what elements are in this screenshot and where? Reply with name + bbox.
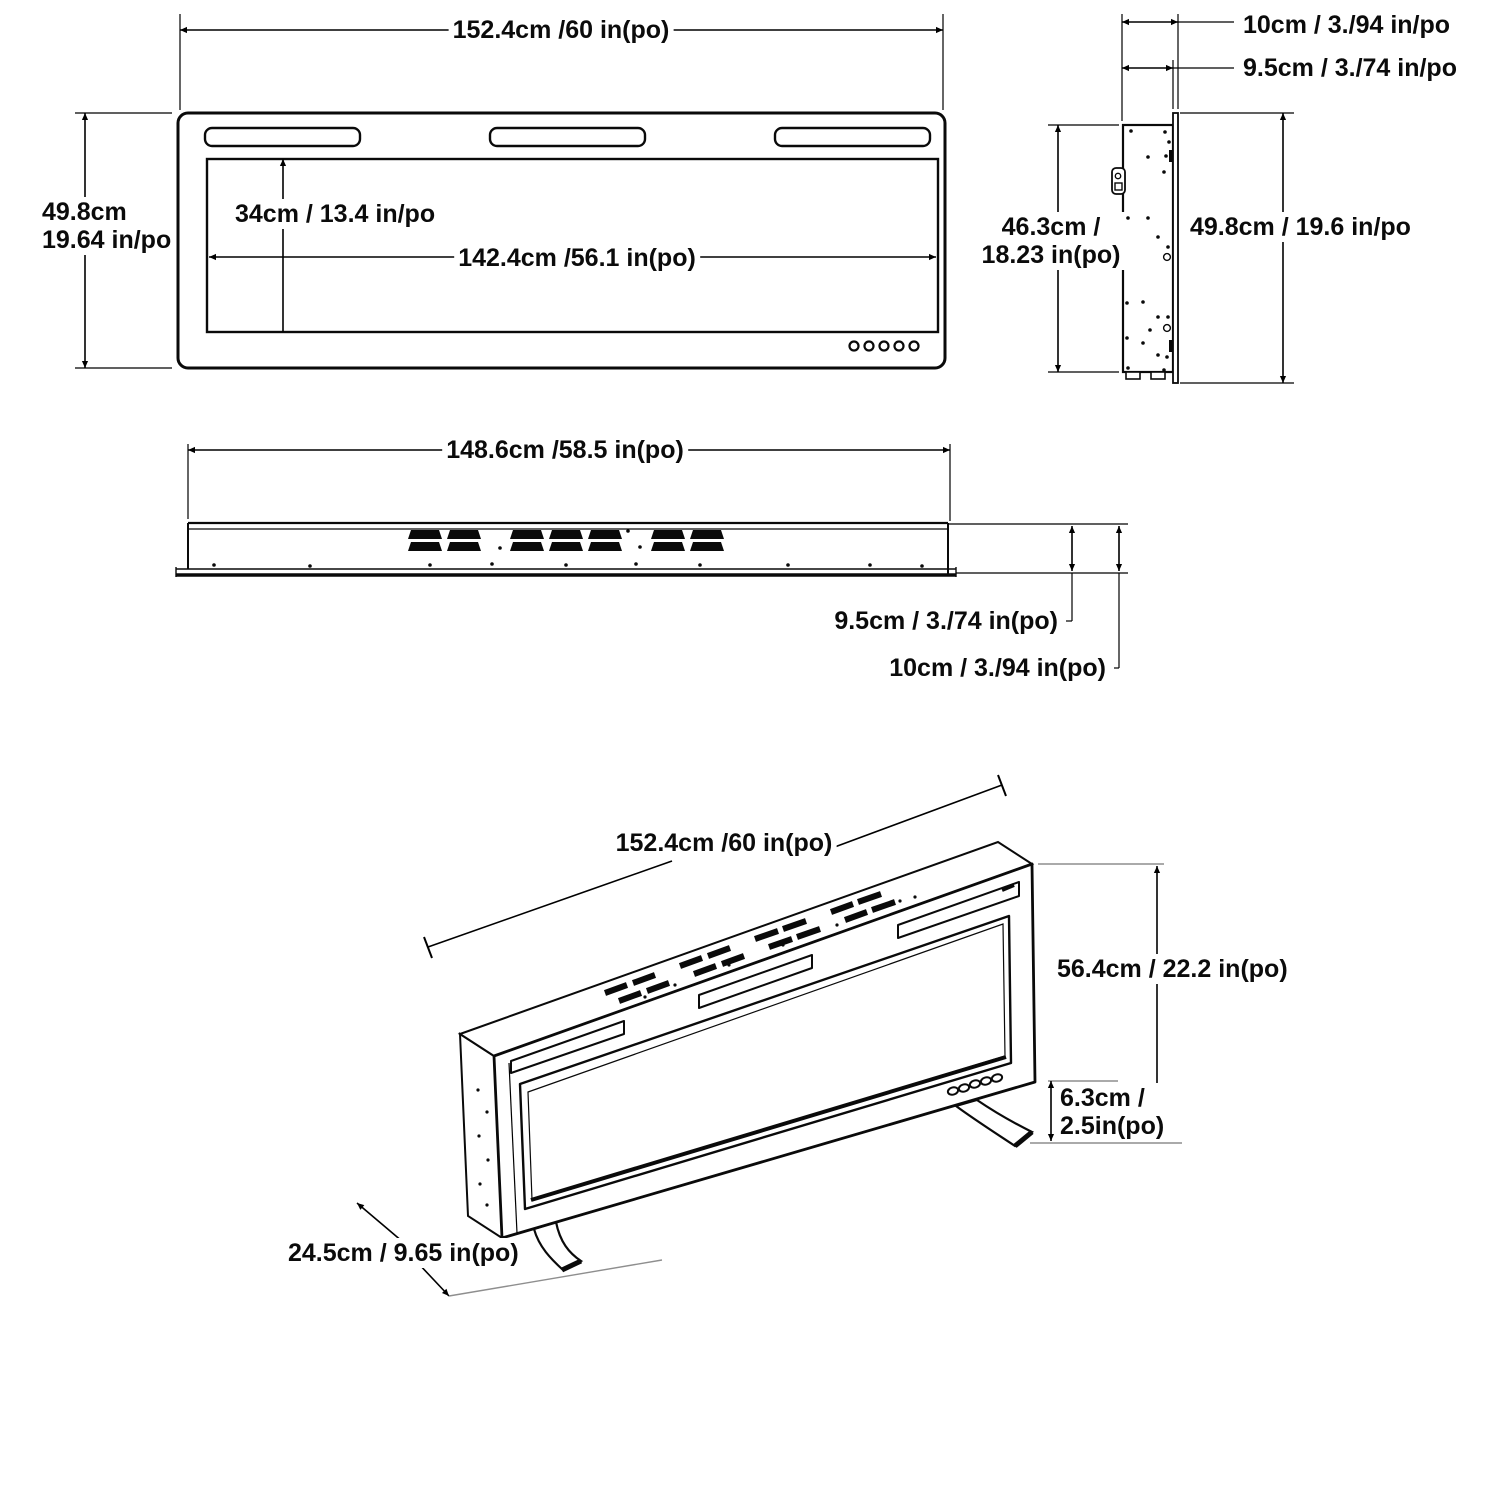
front-height-in: 19.64 in/po: [42, 226, 172, 254]
side-foot: [1151, 372, 1165, 379]
opening-height-dimension-label: 34cm / 13.4 in/po: [231, 199, 439, 229]
top-depth-total-label: 10cm / 3./94 in(po): [885, 653, 1110, 683]
perspective-leg-height-label: [1056, 1083, 1168, 1141]
front-flange-edge: [1173, 113, 1178, 383]
vent-slot: [205, 128, 360, 146]
side-body: [1123, 125, 1173, 372]
front-height-dimension-label: [38, 197, 175, 255]
vent-slot: [775, 128, 930, 146]
leg-height-cm: 6.3cm /: [1060, 1084, 1145, 1112]
side-depth-recess-label: 9.5cm / 3./74 in/po: [1239, 53, 1461, 83]
perspective-width-label: 152.4cm /60 in(po): [612, 828, 837, 858]
front-height-cm: 49.8cm: [42, 198, 127, 226]
hanging-bracket: [1112, 168, 1125, 194]
top-depth-recess-label: 9.5cm / 3./74 in(po): [830, 606, 1062, 636]
side-recess-height-in: 18.23 in(po): [981, 241, 1121, 269]
front-vent-slots: [205, 128, 930, 146]
side-overall-height-label: 49.8cm / 19.6 in/po: [1186, 212, 1415, 242]
front-width-dimension-label: 152.4cm /60 in(po): [449, 15, 674, 45]
side-recess-height-cm: 46.3cm /: [1001, 213, 1101, 241]
side-depth-total-label: 10cm / 3./94 in/po: [1239, 10, 1454, 40]
perspective-height-label: 56.4cm / 22.2 in(po): [1053, 954, 1292, 984]
leg-height-in: 2.5in(po): [1060, 1112, 1165, 1140]
front-view: [75, 14, 945, 368]
vent-slot: [490, 128, 645, 146]
bottom-vent-louvers: [408, 530, 724, 551]
perspective-base-depth-label: 24.5cm / 9.65 in(po): [284, 1238, 523, 1268]
side-recess-height-label: [978, 212, 1125, 270]
opening-width-dimension-label: 142.4cm /56.1 in(po): [454, 243, 700, 273]
side-foot: [1126, 372, 1140, 379]
top-width-dimension-label: 148.6cm /58.5 in(po): [442, 435, 688, 465]
